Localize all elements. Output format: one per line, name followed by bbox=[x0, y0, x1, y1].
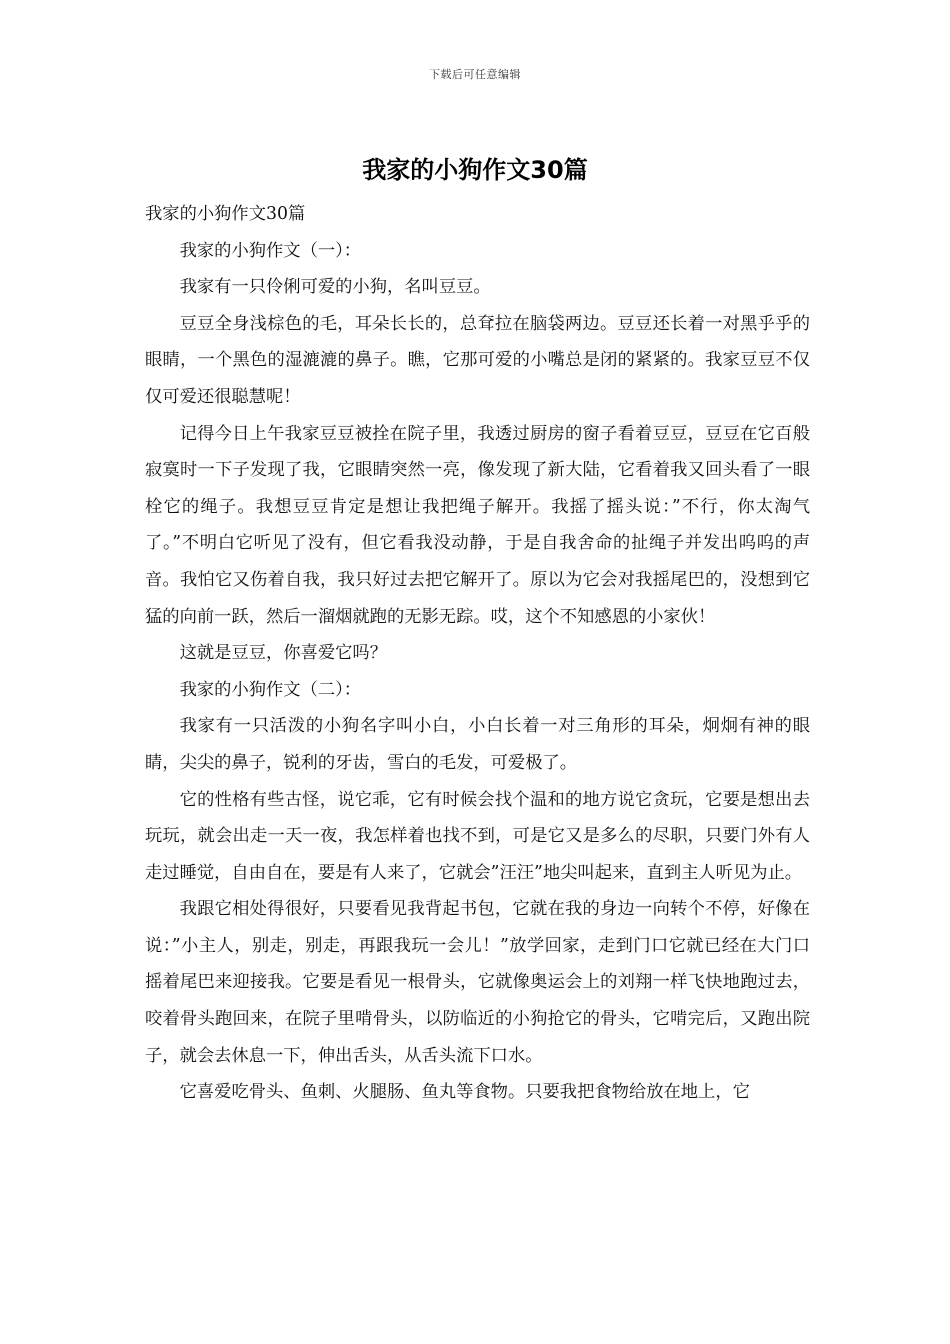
paragraph: 我跟它相处得很好，只要看见我背起书包，它就在我的身边一向转个不停，好像在说：”小主人，别走，别走，再跟我玩一会儿！”放学回家，走到门口它就已经在大门口摇着尾巴来迎接我。它要是看见一根骨头，它就像奥运会上的刘翔一样飞快地跑过去，咬着骨头跑回来，在院子里啃骨头，以防临近的小狗抢它的骨头，它啃完后，又跑出院子，就会去休息一下，伸出舌头，从舌头流下口水。 bbox=[145, 899, 810, 1066]
paragraph: 我家的小狗作文（一）： bbox=[179, 240, 362, 261]
page-header: 下载后可任意编辑 bbox=[429, 68, 521, 81]
paragraph: 我家的小狗作文（二）： bbox=[179, 679, 362, 700]
document-title: 我家的小狗作文30篇 bbox=[362, 156, 588, 184]
paragraph: 我家有一只活泼的小狗名字叫小白，小白长着一对三角形的耳朵，炯炯有神的眼睛，尖尖的鼻子，锐利的牙齿，雪白的毛发，可爱极了。 bbox=[145, 716, 810, 773]
document-body bbox=[145, 196, 810, 1111]
paragraph: 我家的小狗作文30篇 bbox=[145, 204, 306, 224]
paragraph: 我家有一只伶俐可爱的小狗，名叫豆豆。 bbox=[179, 277, 491, 298]
paragraph: 这就是豆豆，你喜爱它吗？ bbox=[179, 643, 387, 664]
paragraph: 豆豆全身浅棕色的毛，耳朵长长的，总耷拉在脑袋两边。豆豆还长着一对黑乎乎的眼睛，一个黑色的湿漉漉的鼻子。瞧，它那可爱的小嘴总是闭的紧紧的。我家豆豆不仅仅可爱还很聪慧呢！ bbox=[145, 313, 810, 407]
paragraph: 记得今日上午我家豆豆被拴在院子里，我透过厨房的窗子看着豆豆，豆豆在它百般寂寞时一下子发现了我，它眼睛突然一亮，像发现了新大陆，它看着我又回头看了一眼栓它的绳子。我想豆豆肯定是想让我把绳子解开。我摇了摇头说：”不行，你太淘气了。”不明白它听见了没有，但它看我没动静，于是自我舍命的扯绳子并发出呜呜的声音。我怕它又伤着自我，我只好过去把它解开了。原以为它会对我摇尾巴的，没想到它猛的向前一跃，然后一溜烟就跑的无影无踪。哎，这个不知感恩的小家伙！ bbox=[145, 423, 810, 627]
paragraph: 它的性格有些古怪，说它乖，它有时候会找个温和的地方说它贪玩，它要是想出去玩玩，就会出走一天一夜，我怎样着也找不到，可是它又是多么的尽职，只要门外有人走过睡觉，自由自在，要是有人来了，它就会”汪汪”地尖叫起来，直到主人听见为止。 bbox=[145, 789, 810, 883]
paragraph: 它喜爱吃骨头、鱼刺、火腿肠、鱼丸等食物。只要我把食物给放在地上，它 bbox=[179, 1082, 750, 1103]
